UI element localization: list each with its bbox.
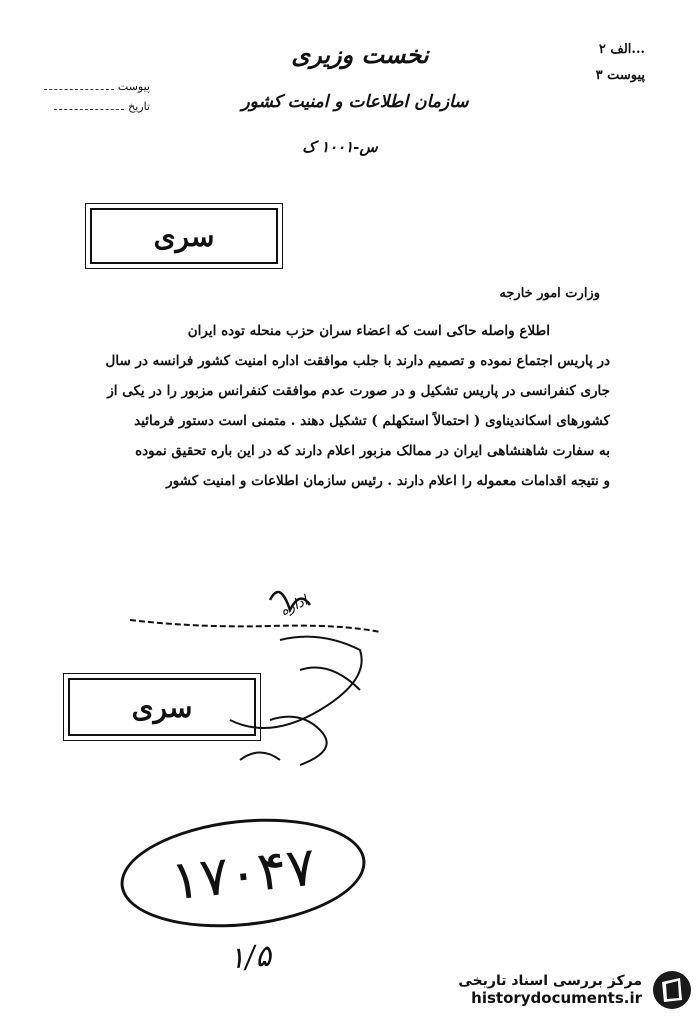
watermark-text — [458, 973, 642, 1007]
meta-left-line2 — [40, 100, 150, 113]
ministry-title: نخست وزیری — [291, 40, 429, 69]
body-line: در پاریس اجتماع نموده و تصمیم دارند با جلب موافقت اداره امنیت کشور فرانسه در سال — [105, 353, 610, 369]
archive-logo-icon — [652, 970, 692, 1010]
reference-number: س-۱۰۰۱ ک — [302, 138, 378, 156]
body-line: و نتیجه اقدامات معموله را اعلام دارند . رئیس سازمان اطلاعات و امنیت کشور — [166, 473, 610, 489]
secret-stamp-bottom: سری — [68, 678, 256, 736]
registration-number-stamp: ۱۷۰۴۷ — [115, 807, 371, 938]
meta-right-line1: ...الف ۲ — [598, 42, 645, 57]
body-line: کشورهای اسکاندیناوی ( احتمالاً استکهلم ) تشکیل دهند . متمنی است دستور فرمائید — [134, 413, 610, 429]
meta-left-line1 — [40, 80, 150, 93]
dotted-line — [44, 89, 114, 90]
meta-right-line2: پیوست ۳ — [595, 68, 645, 83]
handwritten-note: اداره — [277, 592, 311, 620]
organization-name: سازمان اطلاعات و امنیت کشور — [241, 92, 469, 112]
source-watermark — [410, 960, 700, 1020]
meta-left-label1: پیوست — [117, 80, 150, 93]
watermark-url: historydocuments.ir — [471, 989, 642, 1007]
body-line: به سفارت شاهنشاهی ایران در ممالک مزبور اعلام دارند که در این باره تحقیق نموده — [135, 443, 610, 459]
letter-body — [40, 316, 610, 496]
watermark-name: مرکز بررسی اسناد تاریخی — [458, 973, 642, 989]
recipient-line: وزارت امور خارجه — [499, 286, 600, 301]
body-line: اطلاع واصله حاکی است که اعضاء سران حزب منحله توده ایران — [187, 323, 550, 339]
meta-left-label2: تاریخ — [128, 100, 150, 113]
handwritten-date: ۱/۵ — [227, 938, 273, 977]
secret-stamp-top: سری — [90, 208, 278, 264]
dotted-line — [54, 109, 124, 110]
body-line: جاری کنفرانسی در پاریس تشکیل و در صورت عدم موافقت کنفرانس مزبور را در یکی از — [107, 383, 610, 399]
